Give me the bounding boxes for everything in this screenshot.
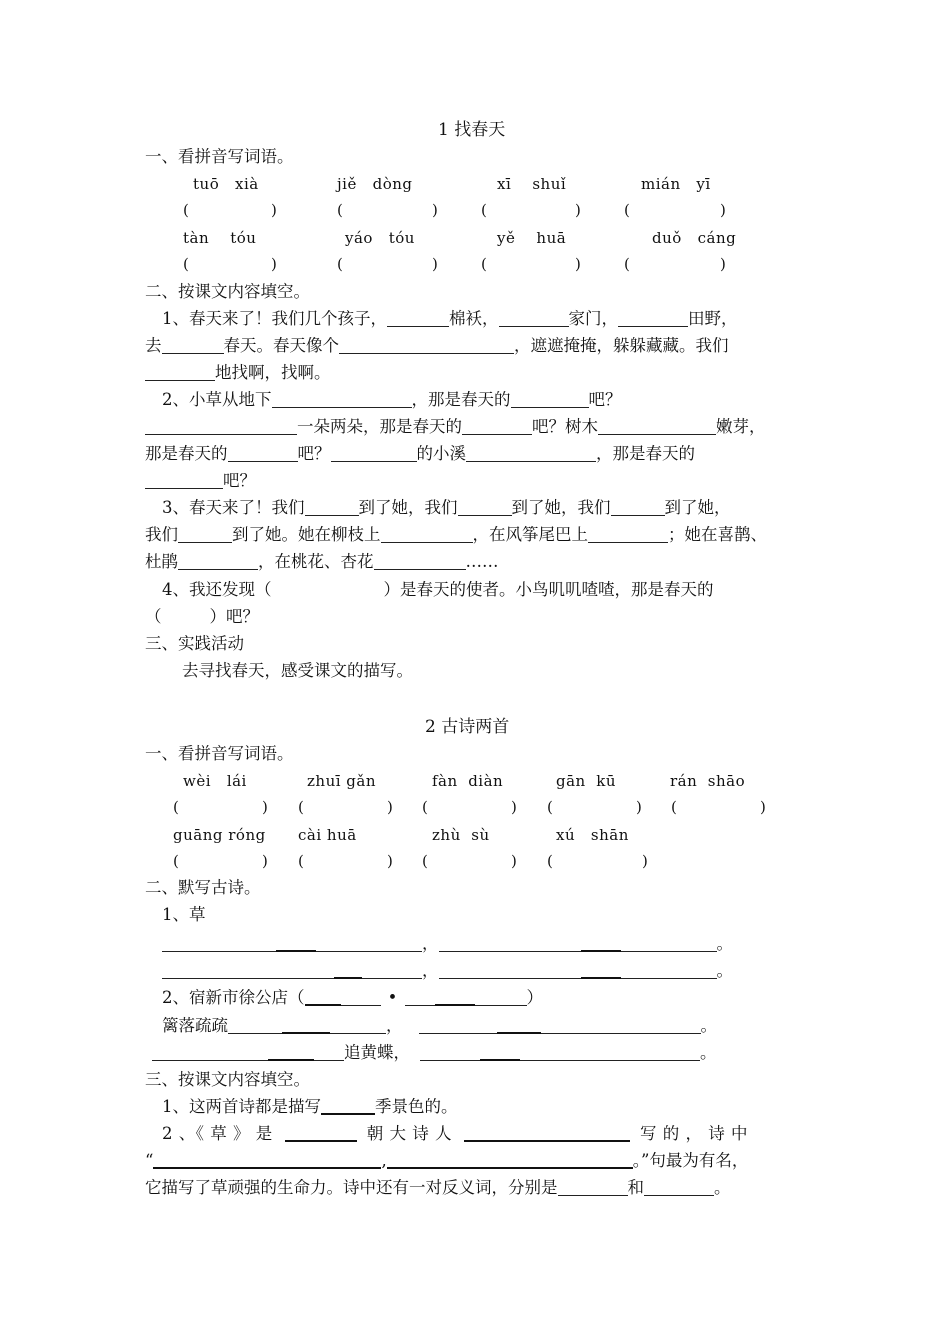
pinyin-ganku: gān kū (556, 772, 616, 790)
blank[interactable] (228, 445, 298, 462)
q2-text: 吧？ (588, 390, 622, 409)
answer-box-open: ( (481, 255, 487, 273)
blank[interactable] (511, 391, 589, 408)
q2-text: 吧？ (297, 444, 331, 463)
pinyin-jiedong: jiě dòng (337, 175, 413, 193)
q1-text: 田野， (688, 309, 738, 328)
q-text: 和 (627, 1178, 644, 1197)
q3-text: ，在风筝尾巴上 (472, 525, 588, 544)
q1-text: 去 (145, 336, 162, 355)
blank[interactable] (331, 445, 417, 462)
pinyin-guangrong: guāng róng (173, 826, 266, 844)
q3-text: 到了她，我们 (358, 498, 458, 517)
pinyin-ranshao: rán shāo (670, 772, 746, 790)
blank[interactable] (611, 499, 665, 516)
q3-text: 我们 (145, 525, 178, 544)
q1-text: 1、春天来了！我们几个孩子， (162, 309, 387, 328)
lesson1-section1-heading: 一、看拼音写词语。 (145, 147, 294, 166)
blank[interactable] (520, 1044, 700, 1061)
question-2 (162, 390, 622, 410)
q-text: 。 (714, 1178, 731, 1197)
answer-box-open: ( (337, 201, 343, 219)
answer-box-close[interactable]: ) (271, 255, 277, 273)
q4-text: （ (145, 607, 162, 626)
blank[interactable] (341, 989, 381, 1006)
blank[interactable] (305, 988, 341, 1006)
lesson2-section2-heading: 二、默写古诗。 (145, 878, 261, 897)
pinyin-zhuigan: zhuī gǎn (307, 772, 376, 790)
pinyin-xushan: xú shān (556, 826, 629, 844)
period: 。 (700, 1016, 717, 1035)
blank[interactable] (439, 935, 581, 952)
question-1-line2 (145, 336, 729, 356)
answer-box-close[interactable]: ) (575, 255, 581, 273)
blank[interactable] (462, 418, 532, 435)
poem2-line2 (152, 1043, 717, 1063)
answer-box-close[interactable]: ) (262, 798, 268, 816)
blank[interactable] (458, 499, 512, 516)
blank[interactable] (178, 553, 258, 570)
lesson2-section1-heading: 一、看拼音写词语。 (145, 744, 294, 763)
blank[interactable] (178, 526, 232, 543)
blank[interactable] (581, 961, 621, 979)
q-text: 1、这两首诗都是描写 (162, 1097, 321, 1116)
q1-text: 春天。春天像个 (223, 336, 339, 355)
answer-box-close[interactable]: ) (720, 255, 726, 273)
blank[interactable] (466, 445, 596, 462)
question-3 (162, 498, 731, 518)
blank[interactable] (420, 1044, 480, 1061)
comma: ， (422, 961, 439, 980)
answer-box-open: ( (624, 201, 630, 219)
period: 。 (716, 934, 733, 953)
blank[interactable] (145, 472, 223, 489)
blank[interactable] (285, 1124, 357, 1142)
answer-box-open: ( (481, 201, 487, 219)
poem1-line2 (162, 961, 733, 981)
blank[interactable] (145, 364, 215, 381)
question-4-line2 (145, 607, 259, 627)
poem2-line1 (162, 1016, 717, 1036)
q4-text: ）是春天的使者。小鸟叽叽喳喳，那是春天的 (383, 580, 714, 599)
q1-text: 家门， (568, 309, 618, 328)
poem1-title: 1、草 (162, 905, 206, 924)
answer-box-close[interactable]: ) (575, 201, 581, 219)
answer-box-close[interactable]: ) (271, 201, 277, 219)
pinyin-caihua: cài huā (298, 826, 357, 844)
answer-box-close[interactable]: ) (642, 852, 648, 870)
blank[interactable] (145, 418, 297, 435)
period: 。 (716, 961, 733, 980)
q2-text: 的小溪 (416, 444, 466, 463)
blank[interactable] (362, 962, 422, 979)
q3-text: …… (465, 552, 499, 571)
q-text: 2 、《 草 》 是 (162, 1124, 273, 1143)
q2-text: ，那是春天的 (596, 444, 695, 463)
q2-text: 吧？树木 (532, 417, 598, 436)
lesson1-section3-heading: 三、实践活动 (145, 634, 244, 653)
answer-box-open: ( (183, 201, 189, 219)
answer-box-open: ( (624, 255, 630, 273)
blank[interactable] (162, 935, 276, 952)
poem2-title (162, 988, 543, 1008)
blank[interactable] (330, 1017, 386, 1034)
q3-text: ；她在喜鹊、 (668, 525, 767, 544)
blank[interactable] (497, 1016, 541, 1034)
question-3-line2 (145, 525, 767, 545)
answer-box-close[interactable]: ) (432, 201, 438, 219)
answer-box-open: ( (422, 798, 428, 816)
blank[interactable] (321, 1097, 375, 1115)
answer-box-open: ( (422, 852, 428, 870)
lesson2-question-1 (162, 1097, 458, 1117)
lesson2-question-2-line3 (145, 1178, 731, 1198)
blank[interactable] (374, 553, 466, 570)
answer-box-open: ( (183, 255, 189, 273)
blank[interactable] (334, 961, 362, 979)
pinyin-yehua: yě huā (497, 229, 567, 247)
q-text: 季景色的。 (375, 1097, 458, 1116)
q2-text: 那是春天的 (145, 444, 228, 463)
blank[interactable] (387, 1151, 633, 1169)
blank[interactable] (581, 934, 621, 952)
question-4 (162, 580, 714, 600)
answer-box-open: ( (298, 798, 304, 816)
q2-text: 一朵两朵，那是春天的 (297, 417, 462, 436)
blank[interactable] (621, 962, 717, 979)
blank[interactable] (228, 1017, 282, 1034)
q2-text: 嫩芽， (716, 417, 766, 436)
q-text: “ (145, 1151, 154, 1170)
blank[interactable] (268, 1043, 314, 1061)
question-1 (162, 309, 738, 329)
answer-box-close[interactable]: ) (262, 852, 268, 870)
blank[interactable] (153, 1151, 381, 1169)
answer-box-open: ( (671, 798, 677, 816)
pinyin-yaotou: yáo tóu (345, 229, 415, 247)
blank[interactable] (644, 1179, 714, 1196)
blank[interactable] (162, 337, 224, 354)
q3-text: 3、春天来了！我们 (162, 498, 305, 517)
q3-text: 到了她， (664, 498, 731, 517)
answer-box-close[interactable]: ) (387, 798, 393, 816)
q-text: 它描写了草顽强的生命力。诗中还有一对反义词，分别是 (145, 1178, 558, 1197)
answer-box-open: ( (298, 852, 304, 870)
q1-text: ，遮遮掩掩，躲躲藏藏。我们 (514, 336, 729, 355)
blank[interactable] (162, 962, 334, 979)
blank[interactable] (276, 934, 316, 952)
q1-text: 棉袄， (449, 309, 499, 328)
question-1-line3 (145, 363, 331, 383)
pinyin-duocang: duǒ cáng (652, 229, 737, 247)
blank[interactable] (435, 988, 475, 1006)
activity-text: 去寻找春天，感受课文的描写。 (182, 661, 413, 680)
question-2-line3 (145, 444, 695, 464)
blank[interactable] (272, 391, 412, 408)
blank[interactable] (588, 526, 668, 543)
blank[interactable] (541, 1017, 701, 1034)
comma: ， (422, 934, 439, 953)
poem2-text: 篱落疏疏 (162, 1016, 228, 1035)
lesson2-title: 2 古诗两首 (425, 717, 510, 737)
answer-box-close[interactable]: ) (432, 255, 438, 273)
answer-box-close[interactable]: ) (511, 852, 517, 870)
pinyin-tuoxia: tuō xià (193, 175, 259, 193)
poem2-text: 追黄蝶， (344, 1043, 410, 1062)
poem2-title-text: ） (526, 988, 543, 1007)
blank[interactable] (305, 499, 359, 516)
blank[interactable] (621, 935, 717, 952)
lesson2-section3-heading: 三、按课文内容填空。 (145, 1070, 310, 1089)
blank[interactable] (314, 1044, 344, 1061)
blank[interactable] (152, 1044, 268, 1061)
pinyin-mianyi: mián yī (641, 175, 711, 193)
answer-box-close[interactable]: ) (720, 201, 726, 219)
lesson2-question-2 (162, 1124, 748, 1144)
blank[interactable] (558, 1179, 628, 1196)
q4-text: 4、我还发现（ (162, 580, 272, 599)
pinyin-weilai: wèi lái (183, 772, 247, 790)
blank[interactable] (339, 337, 514, 354)
name-dot: • (387, 988, 398, 1007)
answer-box-close[interactable]: ) (760, 798, 766, 816)
q-text: 。”句最为有名， (632, 1151, 749, 1170)
q3-text: 杜鹃 (145, 552, 178, 571)
blank[interactable] (282, 1016, 330, 1034)
pinyin-fandian: fàn diàn (432, 772, 504, 790)
q-text: 朝 大 诗 人 (366, 1124, 452, 1143)
answer-box-close[interactable]: ) (511, 798, 517, 816)
blank[interactable] (381, 526, 473, 543)
q3-text: ，在桃花、杏花 (258, 552, 374, 571)
blank[interactable] (480, 1043, 520, 1061)
blank[interactable] (405, 989, 435, 1006)
pinyin-zhusu: zhù sù (432, 826, 490, 844)
answer-box-close[interactable]: ) (636, 798, 642, 816)
q2-text: 2、小草从地下 (162, 390, 272, 409)
poem2-title-text: 2、宿新市徐公店（ (162, 988, 305, 1007)
question-2-line4 (145, 471, 256, 491)
answer-box-open: ( (173, 852, 179, 870)
comma: ， (386, 1016, 403, 1035)
q4-text: ）吧？ (209, 607, 259, 626)
answer-box-open: ( (547, 798, 553, 816)
blank[interactable] (316, 935, 422, 952)
period: 。 (700, 1043, 717, 1062)
pinyin-tantou: tàn tóu (183, 229, 257, 247)
blank[interactable] (464, 1124, 630, 1142)
blank[interactable] (419, 1017, 497, 1034)
answer-box-close[interactable]: ) (387, 852, 393, 870)
q-text: , (381, 1151, 387, 1170)
blank[interactable] (387, 310, 449, 327)
q2-text: ，那是春天的 (411, 390, 511, 409)
q-text: 写 的 ， 诗 中 (639, 1124, 748, 1143)
question-3-line3 (145, 552, 499, 572)
poem1-line1 (162, 934, 733, 954)
q2-text: 吧？ (223, 471, 256, 490)
blank[interactable] (598, 418, 716, 435)
lesson1-title: 1 找春天 (438, 120, 506, 140)
blank[interactable] (475, 989, 527, 1006)
q1-text: 地找啊，找啊。 (215, 363, 331, 382)
pinyin-xishui: xī shuǐ (497, 175, 567, 193)
q3-text: 到了她，我们 (511, 498, 611, 517)
question-2-line2 (145, 417, 766, 437)
lesson1-section2-heading: 二、按课文内容填空。 (145, 282, 310, 301)
answer-box-open: ( (337, 255, 343, 273)
answer-box-open: ( (173, 798, 179, 816)
q3-text: 到了她。她在柳枝上 (232, 525, 381, 544)
answer-box-open: ( (547, 852, 553, 870)
lesson2-question-2-line2 (145, 1151, 748, 1171)
blank[interactable] (618, 310, 688, 327)
blank[interactable] (439, 962, 581, 979)
blank[interactable] (499, 310, 569, 327)
